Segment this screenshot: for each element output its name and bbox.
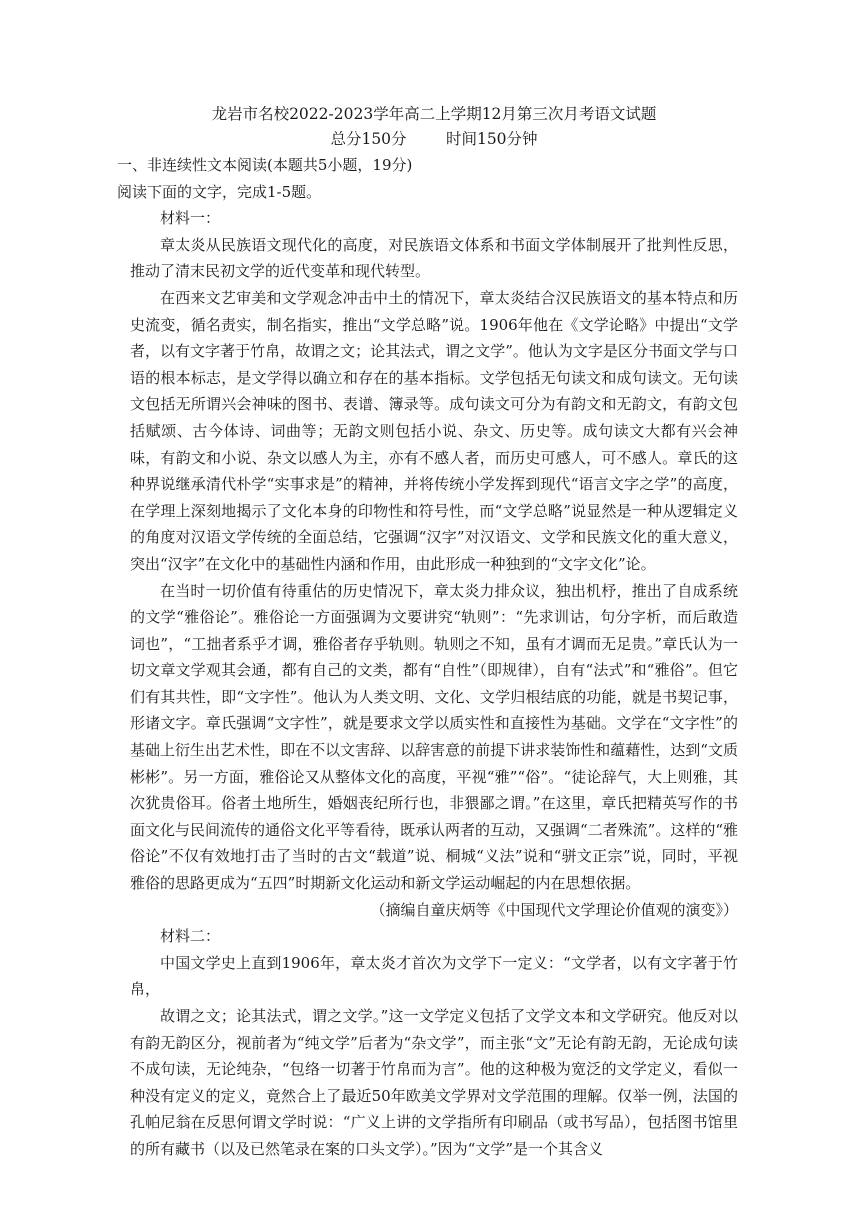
material2-label: 材料二： [160,927,221,946]
material1-label: 材料一： [160,209,221,228]
section-heading: 一、非连续性文本阅读(本题共5小题，19分) [117,156,413,174]
section-instruction: 阅读下面的文字，完成1-5题。 [117,182,322,201]
exam-title: 龙岩市名校2022-2023学年高二上学期12月第三次月考语文试题 [211,105,657,123]
material1-source: （摘编自童庆炳等《中国现代文学理论价值观的演变》） [370,900,738,919]
material2-paragraph: 故谓之文；论其法式，谓之文学。”这一文学定义包括了文学文本和文学研究。他反对以有韵无韵区分，视前者为“纯文学”后者为“杂文学”，而主张“文”无论有韵无韵，无论成句读不成句读，无论纯杂，“包络一切著于竹帛而为言”。他的这种极为宽泛的文学定义，看似一种没有定义的定义，竟然合上了最近50年欧美文学界对文学范围的理解。仅举一例，法国的孔帕尼翁在反思何谓文学时说：“广义上讲的文学指所有印刷品（或书写品），包括图书馆里的所有藏书（以及已然笔录在案的口头文学）。”因为“文学”是一个其含义 [130,1007,738,1158]
material1-paragraph: 章太炎从民族语文现代化的高度，对民族语文体系和书面文学体制展开了批判性反思，推动了清末民初文学的近代变革和现代转型。 [130,235,738,281]
material1-paragraph: 在西来文艺审美和文学观念冲击中土的情况下，章太炎结合汉民族语文的基本特点和历史流变，循名责实，制名指实，推出“文学总略”说。1906年他在《文学论略》中提出“文学者，以有文字著于竹帛，故谓之文；论其法式，谓之文学”。他认为文字是区分书面文学与口语的根本标志，是文学得以确立和存在的基本指标。文学包括无句读文和成句读文。无句读文包括无所谓兴会神味的图书、表谱、簿录等。成句读文可分为有韵文和无韵文，有韵文包括赋颂、古今体诗、词曲等；无韵文则包括小说、杂文、历史等。成句读文大都有兴会神味，有韵文和小说、杂文以感人为主，亦有不感人者，而历史可感人，可不感人。章氏的这种界说继承清代朴学“实事求是”的精神，并将传统小学发挥到现代“语言文字之学”的高度，在学理上深刻地揭示了文化本身的印物性和符号性，而“文学总略”说显然是一种从逻辑定义的角度对汉语文学传统的全面总结，它强调“汉字”对汉语文、文学和民族文化的重大意义，突出“汉字”在文化中的基础性内涵和作用，由此形成一种独到的“文字文化”论。 [130,288,738,573]
exam-subtitle: 总分150分 时间150分钟 [330,130,538,148]
material2-paragraph: 中国文学史上直到1906年，章太炎才首次为文学下一定义：“文学者，以有文字著于竹帛， [130,953,738,999]
material1-paragraph: 在当时一切价值有待重估的历史情况下，章太炎力排众议，独出机杼，推出了自成系统的文学“雅俗论”。雅俗论一方面强调为文要讲究“轨则”：“先求训诂，句分字析，而后敢造词也”，“工拙者系乎才调，雅俗者存乎轨则。轨则之不知，虽有才调而无足贵。”章氏认为一切文章文学观其会通，都有自己的文类，都有“自性”（即规律），自有“法式”和“雅俗”。但它们有其共性，即“文字性”。他认为人类文明、文化、文学归根结底的功能，就是书契记事，形诸文字。章氏强调“文字性”，就是要求文学以质实性和直接性为基础。文学在“文字性”的基础上衍生出艺术性，即在不以文害辞、以辞害意的前提下讲求装饰性和蕴藉性，达到“文质彬彬”。另一方面，雅俗论又从整体文化的高度，平视“雅”“俗”。“徒论辞气，大上则雅，其次犹贵俗耳。俗者土地所生，婚姻丧纪所行也，非猥鄙之谓。”在这里，章氏把精英写作的书面文化与民间流传的通俗文化平等看待，既承认两者的互动，又强调“二者殊流”。这样的“雅俗论”不仅有效地打击了当时的古文“载道”说、桐城“义法”说和“骈文正宗”说，同时，平视雅俗的思路更成为“五四”时期新文化运动和新文学运动崛起的内在思想依据。 [130,581,739,893]
